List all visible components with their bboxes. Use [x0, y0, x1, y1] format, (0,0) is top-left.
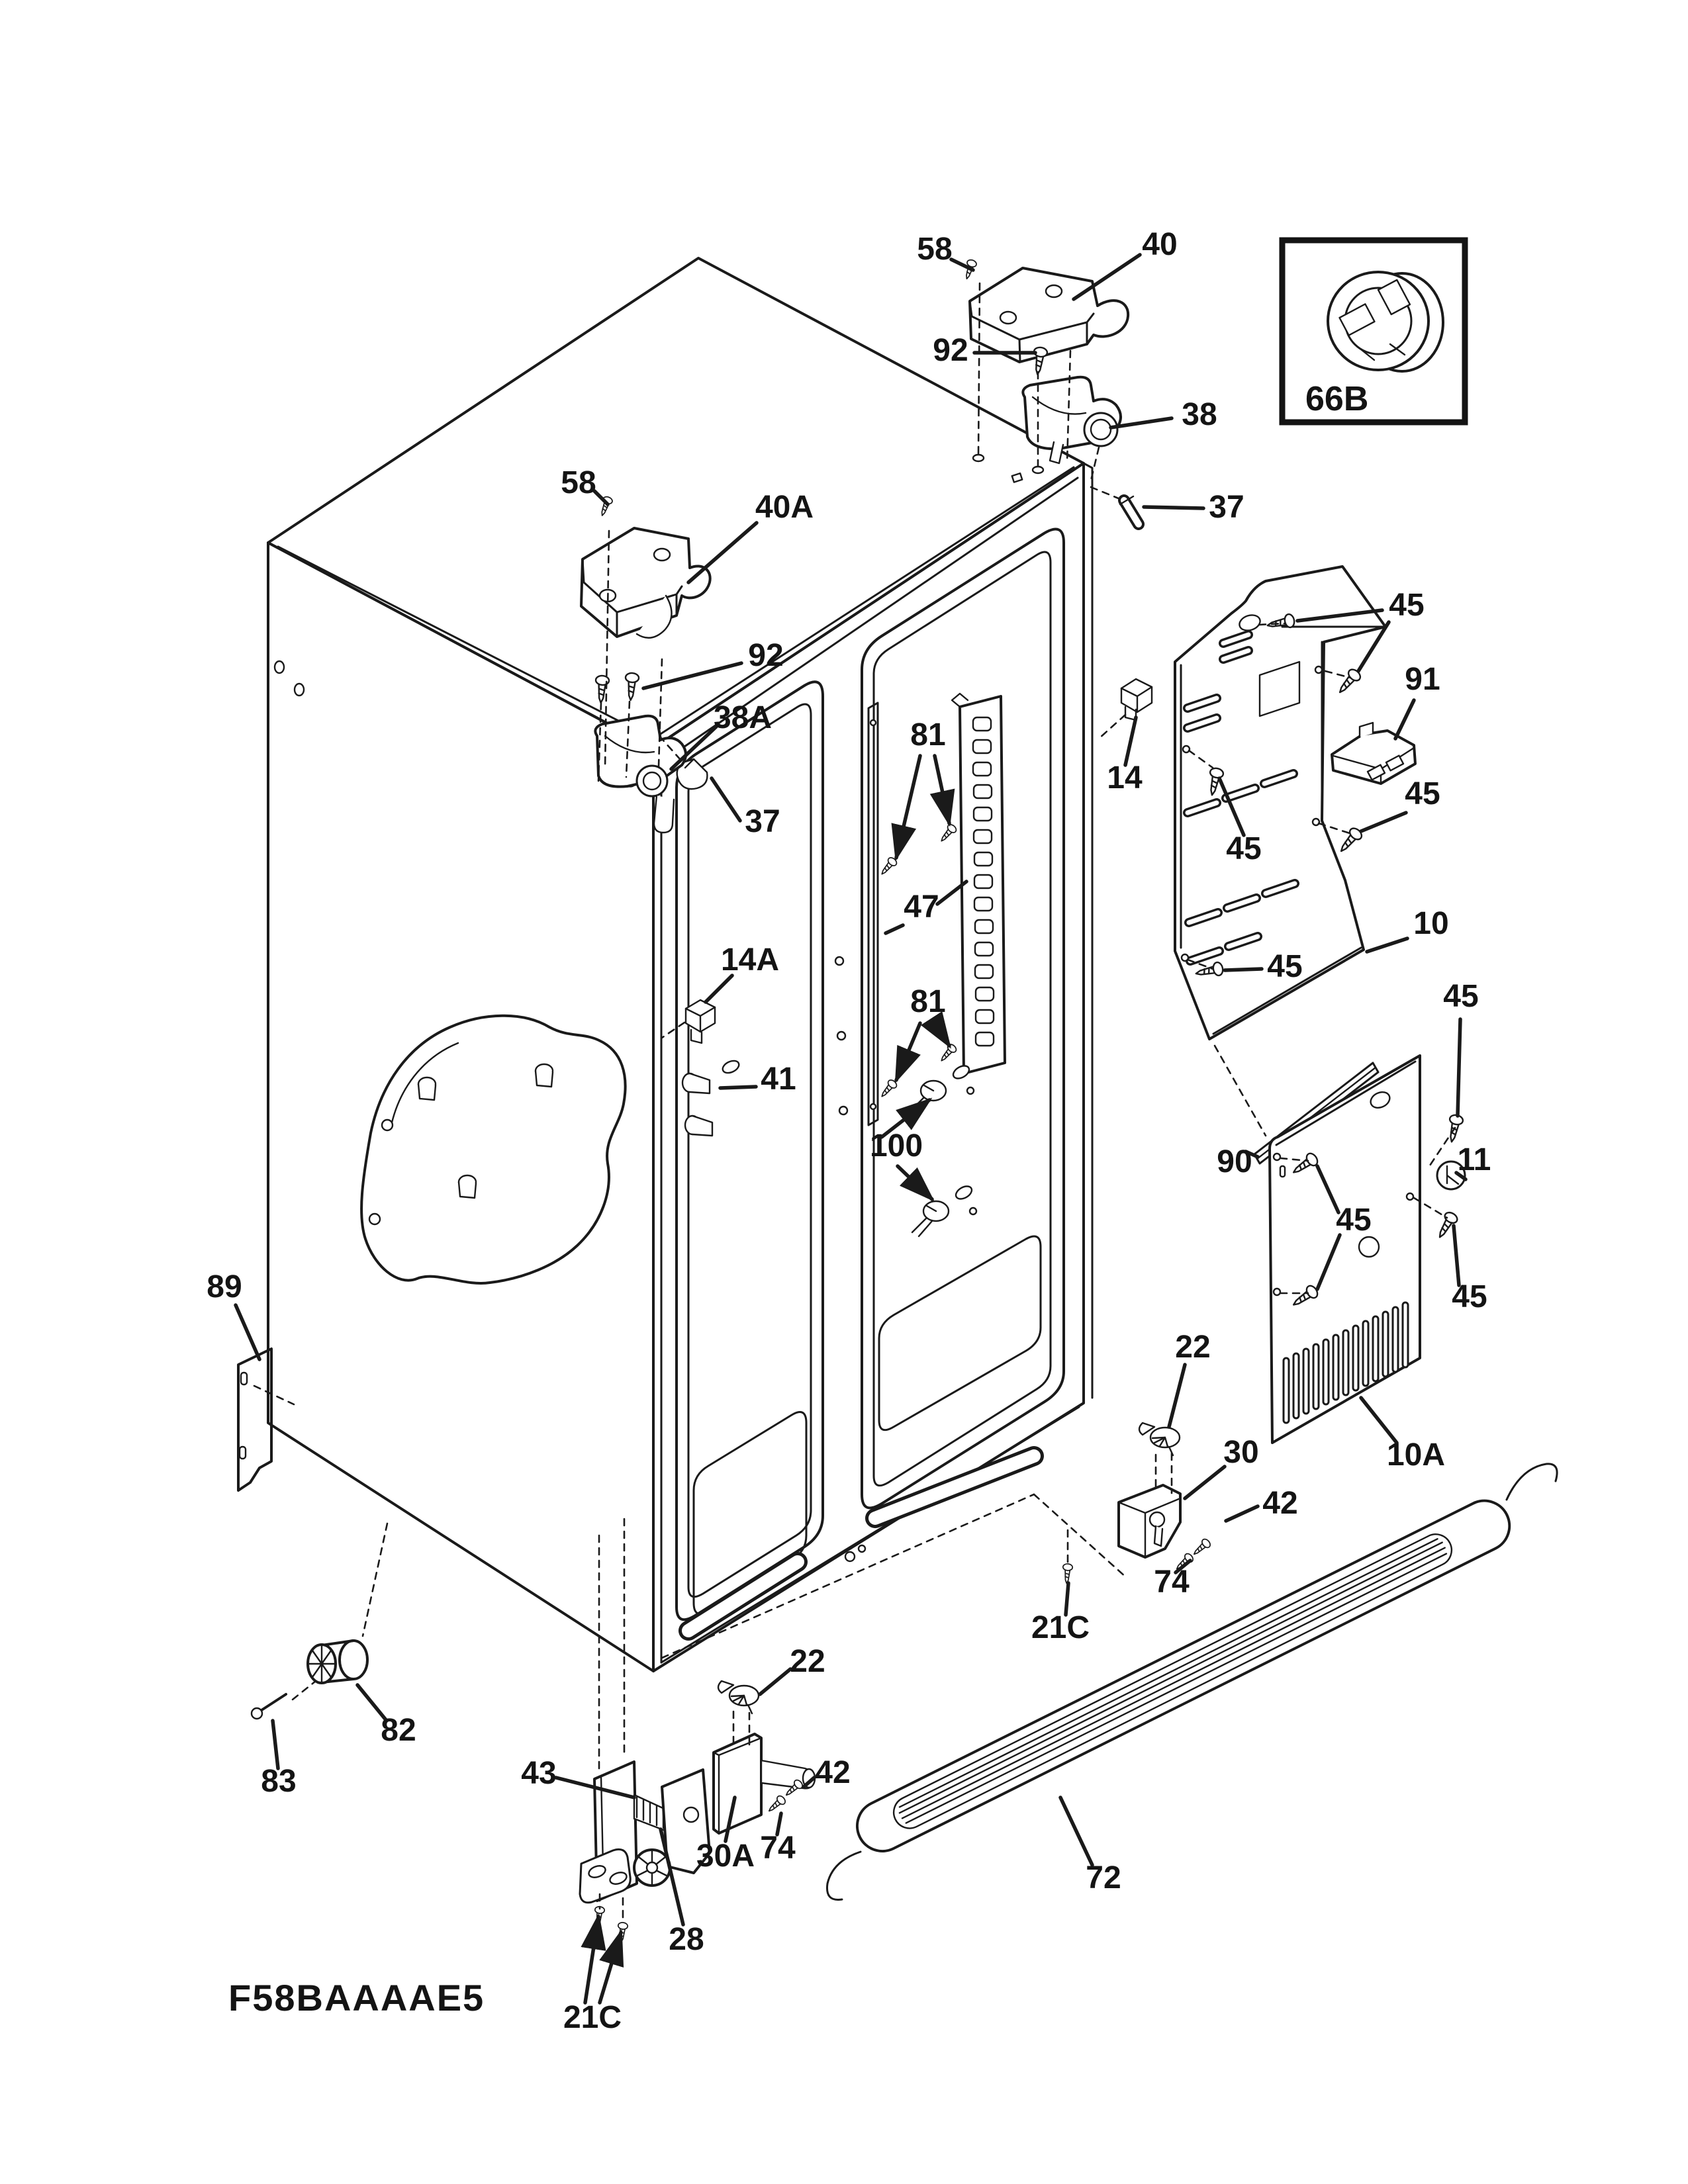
insulation-panel	[361, 1016, 626, 1283]
callout-14a: 14A	[720, 942, 780, 978]
screw-92-top	[1031, 347, 1048, 375]
callout-100: 100	[869, 1128, 923, 1163]
roller-82	[308, 1641, 367, 1683]
bolts-41	[682, 1058, 741, 1136]
callout-45-6: 45	[1336, 1203, 1372, 1238]
callout-38a: 38A	[713, 700, 773, 735]
lower-back-panel-10a	[1270, 1056, 1420, 1443]
callout-58-left: 58	[561, 465, 596, 500]
callout-45-4: 45	[1267, 949, 1303, 984]
leveling-leg-assembly-43	[580, 1762, 710, 1903]
switch-14	[1121, 679, 1152, 720]
callout-28: 28	[669, 1922, 704, 1957]
pin-83	[252, 1694, 286, 1719]
callout-42-bottom: 42	[815, 1755, 851, 1790]
callout-45-1: 45	[1389, 588, 1425, 623]
callout-45-7: 45	[1452, 1279, 1487, 1314]
callout-10: 10	[1413, 906, 1449, 941]
fresh-food-opening	[835, 529, 1064, 1508]
callout-45-2: 45	[1405, 776, 1440, 811]
callout-38: 38	[1182, 397, 1217, 432]
rack-screws-81	[878, 823, 958, 1100]
clip-22-bottom	[718, 1681, 759, 1713]
callout-21c-right: 21C	[1031, 1610, 1090, 1645]
callout-74-right: 74	[1154, 1565, 1190, 1600]
callout-47: 47	[904, 889, 939, 925]
alignment-dashes	[254, 283, 1455, 1923]
callout-22-right: 22	[1175, 1330, 1211, 1365]
callout-90: 90	[1217, 1144, 1252, 1179]
callout-72: 72	[1086, 1860, 1121, 1895]
callout-40a: 40A	[755, 490, 814, 525]
cabinet	[268, 258, 1092, 1671]
callout-41: 41	[761, 1062, 796, 1097]
callout-58-top: 58	[917, 232, 953, 267]
callout-45-5: 45	[1443, 979, 1479, 1014]
hinge-cover-40a	[581, 528, 710, 638]
callout-92-top: 92	[933, 333, 968, 368]
screw-21c-right	[1062, 1563, 1072, 1583]
callout-45-3: 45	[1226, 831, 1262, 866]
callout-37-top: 37	[1209, 490, 1244, 525]
callout-10a: 10A	[1386, 1437, 1446, 1473]
ladder-rack-47	[952, 694, 1005, 1073]
callout-30a: 30A	[696, 1839, 755, 1874]
hinge-cover-40	[970, 268, 1128, 362]
hinge-38a	[595, 716, 686, 833]
callout-43: 43	[521, 1756, 557, 1791]
callout-37-left: 37	[745, 804, 780, 839]
callout-21c-bottom: 21C	[563, 2000, 622, 2035]
callout-92-left: 92	[748, 638, 784, 673]
callout-82: 82	[381, 1713, 416, 1748]
callout-leaders	[236, 255, 1466, 2003]
callout-14: 14	[1107, 760, 1143, 796]
callout-42-right: 42	[1262, 1486, 1298, 1521]
callout-89: 89	[207, 1269, 242, 1304]
plug-37-top	[1120, 496, 1139, 524]
callout-22-bottom: 22	[790, 1644, 825, 1679]
callout-30: 30	[1223, 1435, 1259, 1470]
clip-22-right	[1139, 1423, 1180, 1455]
toe-grille-72	[827, 1464, 1557, 1900]
bracket-30	[1119, 1485, 1180, 1557]
callout-81-lower: 81	[910, 984, 946, 1019]
callout-91: 91	[1405, 662, 1440, 697]
inset-part-label: 66B	[1305, 380, 1369, 418]
bracket-89	[238, 1349, 271, 1490]
model-number: F58BAAAAE5	[228, 1977, 485, 2019]
callout-74-bottom: 74	[760, 1831, 796, 1866]
callout-81-upper: 81	[910, 717, 946, 752]
switch-14a	[686, 1000, 715, 1043]
bracket-91	[1332, 723, 1415, 784]
callout-83: 83	[261, 1764, 297, 1799]
callout-11: 11	[1457, 1142, 1491, 1177]
callout-40: 40	[1142, 227, 1178, 262]
screws-92-left	[594, 672, 639, 703]
